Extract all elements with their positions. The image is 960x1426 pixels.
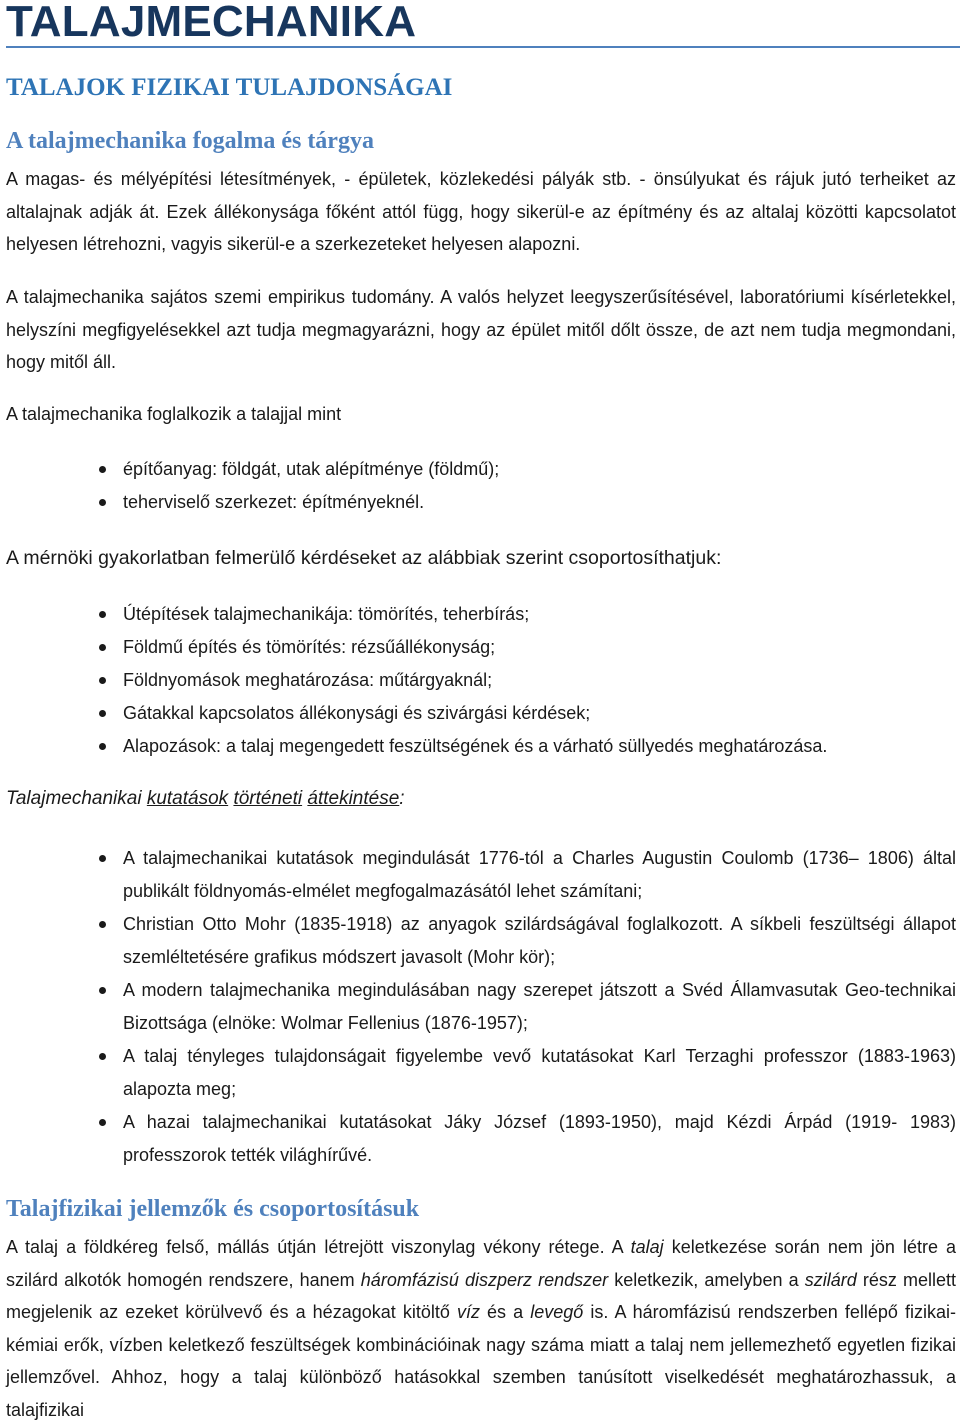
list-item: Christian Otto Mohr (1835-1918) az anyagok szilárdságával foglalkozott. A síkbeli feszültségi állapot szemléltetésére grafikus módszert javasolt (Mohr kör); bbox=[6, 908, 956, 974]
paragraph-empirikus: A talajmechanika sajátos szemi empirikus tudomány. A valós helyzet leegyszerűsítésével, laboratóriumi kísérletekkel, helyszíni megfigyelésekkel azt tudja megmagyarázni, hogy az épület mitől dőlt össze, de azt nem tudja megmondani, hogy mitől áll. bbox=[6, 287, 956, 372]
history-heading: Talajmechanikai kutatások történeti áttekintése: bbox=[6, 788, 405, 809]
paragraph-talaj: A talaj a földkéreg felső, mállás útján létrejött viszonylag vékony rétege. A talaj keletkezése során nem jön létre a szilárd alkotók homogén rendszere, hanem háromfázisú diszperz rendszer keletkezik, amelyben a szilárd rész mellett megjelenik az ezeket körülvevő és a hézagokat kitöltő víz és a levegő is. A háromfázisú rendszerben fellépő fizikai- kémiai erők, vízben keletkező feszültségek kombinációinak nagy száma miatt a talaj nem jellemezhető egyetlen fizikai jellemzővel. Ahhoz, hogy a talaj különböző hatásokkal szemben tanúsított viselkedését meghatározhassuk, a talajfizikai bbox=[6, 1237, 956, 1420]
bullet-list-kerdesek bbox=[6, 598, 956, 763]
list-item: Földnyomások meghatározása: műtárgyaknál; bbox=[6, 664, 956, 697]
list-item: A hazai talajmechanikai kutatásokat Jáky József (1893-1950), majd Kézdi Árpád (1919- 1983) professzorok tették világhírűvé. bbox=[6, 1106, 956, 1172]
list-item: építőanyag: földgát, utak alépítménye (földmű); bbox=[6, 453, 956, 486]
list-item: Gátakkal kapcsolatos állékonysági és szivárgási kérdések; bbox=[6, 697, 956, 730]
document-page bbox=[6, 0, 956, 1420]
subsection-heading-fogalma: A talajmechanika fogalma és tárgya bbox=[6, 128, 374, 154]
list-item: A talajmechanikai kutatások megindulását 1776-tól a Charles Augustin Coulomb (1736– 1806) által publikált földnyomás-elmélet megfogalmazásától lehet számítani; bbox=[6, 842, 956, 908]
paragraph-foglalkozik: A talajmechanika foglalkozik a talajjal mint bbox=[6, 404, 342, 424]
bullet-list-tortenet bbox=[6, 842, 956, 1172]
list-item: A modern talajmechanika megindulásában nagy szerepet játszott a Svéd Államvasutak Geo-technikai Bizottsága (elnöke: Wolmar Fellenius (1876-1957); bbox=[6, 974, 956, 1040]
list-item: Földmű építés és tömörítés: rézsűállékonyság; bbox=[6, 631, 956, 664]
list-item: teherviselő szerkezet: építményeknél. bbox=[6, 486, 956, 519]
list-item: Alapozások: a talaj megengedett feszültségének és a várható süllyedés meghatározása. bbox=[6, 730, 956, 763]
document-title: TALAJMECHANIKA bbox=[6, 0, 417, 46]
subsection-heading-talajfizikai: Talajfizikai jellemzők és csoportosításuk bbox=[6, 1196, 420, 1222]
list-item: Útépítések talajmechanikája: tömörítés, teherbírás; bbox=[6, 598, 956, 631]
bullet-list-talaj-mint bbox=[6, 453, 956, 519]
section-heading: TALAJOK FIZIKAI TULAJDONSÁGAI bbox=[6, 74, 453, 101]
title-underline bbox=[6, 46, 960, 48]
paragraph-kerdesek: A mérnöki gyakorlatban felmerülő kérdéseket az alábbiak szerint csoportosíthatjuk: bbox=[6, 547, 722, 569]
paragraph-intro: A magas- és mélyépítési létesítmények, - épületek, közlekedési pályák stb. - önsúlyukat és rájuk jutó terheiket az altalajnak adják át. Ezek állékonysága főként attól függ, hogy sikerül-e az építmény és az altalaj közötti kapcsolatot helyesen létrehozni, vagyis sikerül-e a szerkezeteket helyesen alapozni. bbox=[6, 169, 956, 254]
list-item: A talaj tényleges tulajdonságait figyelembe vevő kutatásokat Karl Terzaghi professzor (1883-1963) alapozta meg; bbox=[6, 1040, 956, 1106]
